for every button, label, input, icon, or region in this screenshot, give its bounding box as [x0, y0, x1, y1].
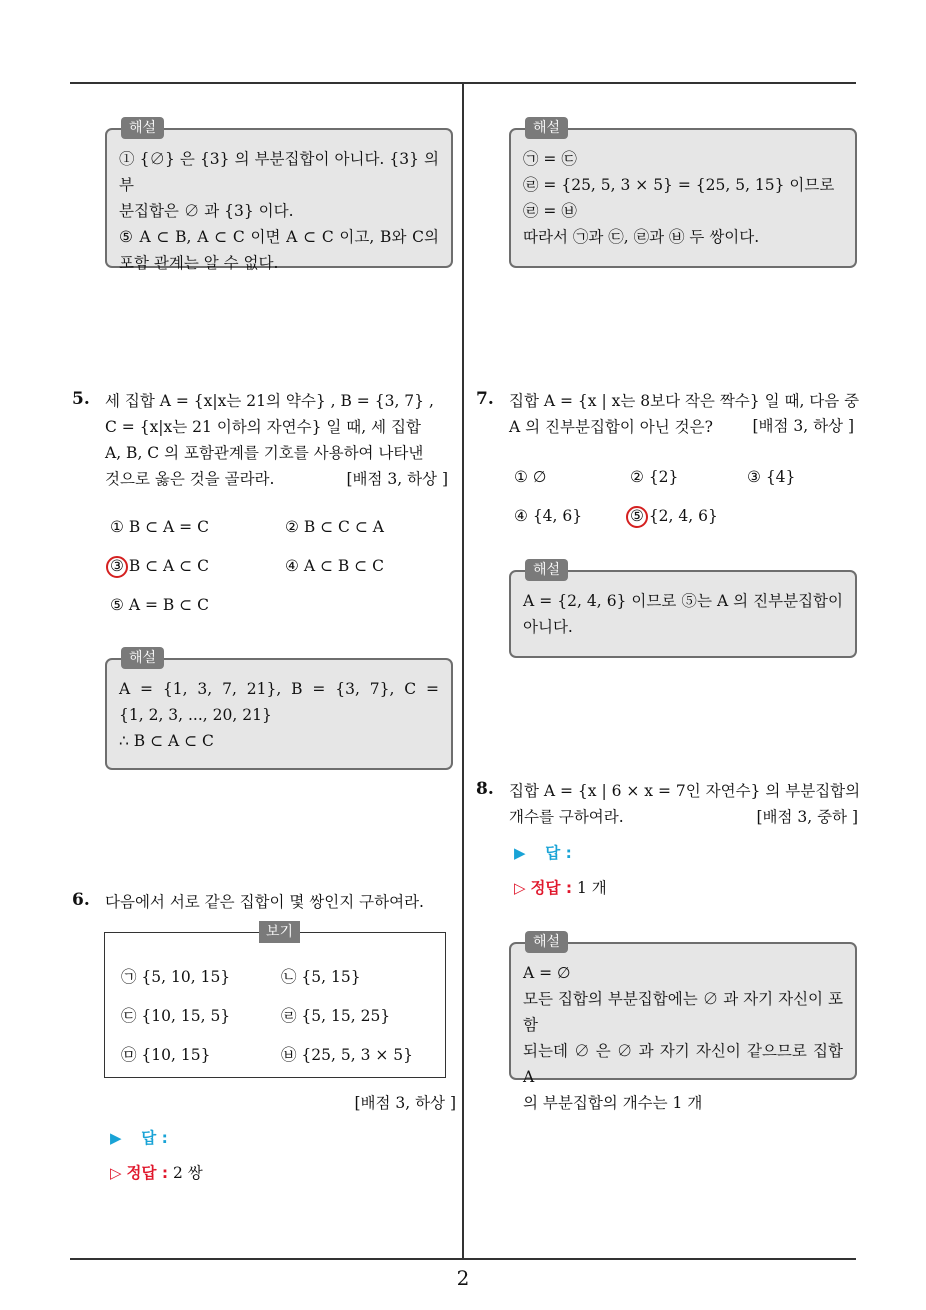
question-line: 집합 A = {x | x는 8보다 작은 짝수} 일 때, 다음 중: [509, 392, 860, 410]
solution-line: ⑤ A ⊂ B, A ⊂ C 이면 A ⊂ C 이고, B와 C의: [119, 228, 439, 246]
answer-row: [110, 1126, 168, 1148]
question-line: 개수를 구하여라.: [509, 808, 624, 826]
score-label: [배점 3, 하상 ]: [354, 1094, 456, 1112]
solution-line: ㉣ = ㉥: [523, 202, 577, 220]
outline-triangle-icon: ▷: [110, 1164, 122, 1182]
play-triangle-icon: ▶: [514, 844, 526, 862]
question-number: 7.: [476, 389, 494, 409]
solution-tag: 해설: [525, 931, 568, 953]
correct-answer-label: 정답 :: [126, 1164, 169, 1182]
solution-line: A = ∅: [523, 964, 571, 982]
answer-row: [514, 841, 572, 863]
solution-line: ① {∅} 은 {3} 의 부분집합이 아니다. {3} 의 부: [119, 150, 439, 194]
correct-answer-label: 정답 :: [530, 879, 573, 897]
solution-line: 의 부분집합의 개수는 1 개: [523, 1094, 703, 1112]
score-label: [배점 3, 하상 ]: [346, 470, 448, 488]
choice-1[interactable]: ① ∅: [514, 468, 547, 486]
question-line: 세 집합 A = {x|x는 21의 약수} , B = {3, 7} ,: [105, 392, 434, 410]
example-tag: 보기: [259, 921, 300, 943]
example-item: ㉣ {5, 15, 25}: [281, 1007, 391, 1025]
choice-4[interactable]: ④ {4, 6}: [514, 507, 583, 525]
solution-line: ㉠ = ㉢: [523, 150, 577, 168]
solution-line: 분집합은 ∅ 과 {3} 이다.: [119, 202, 294, 220]
score-label: [배점 3, 하상 ]: [752, 417, 854, 435]
solution-box-q7: [509, 562, 857, 658]
question-line: A, B, C 의 포함관계를 기호를 사용하여 나타낸: [105, 444, 424, 462]
solution-line: A = {2, 4, 6} 이므로 ⑤는 A 의 진부분집합이: [523, 592, 843, 610]
answer-label: 답 :: [141, 1129, 168, 1147]
choice-3[interactable]: ③ {4}: [747, 468, 796, 486]
column-divider: [462, 84, 464, 1260]
example-item: ㉥ {25, 5, 3 × 5}: [281, 1046, 414, 1064]
solution-tag: 해설: [525, 117, 568, 139]
example-item: ㉤ {10, 15}: [121, 1046, 211, 1064]
solution-tag: 해설: [121, 117, 164, 139]
solution-box-q6: [509, 120, 857, 268]
correct-answer-row: [514, 876, 607, 898]
solution-line: 되는데 ∅ 은 ∅ 과 자기 자신이 같으므로 집합 A: [523, 1042, 843, 1086]
choice-5[interactable]: ⑤ {2, 4, 6}: [630, 507, 718, 525]
solution-tag: 해설: [121, 647, 164, 669]
solution-line: 따라서 ㉠과 ㉢, ㉣과 ㉥ 두 쌍이다.: [523, 228, 760, 246]
question-number: 5.: [72, 389, 90, 409]
example-item: ㉢ {10, 15, 5}: [121, 1007, 231, 1025]
solution-line: 모든 집합의 부분집합에는 ∅ 과 자기 자신이 포함: [523, 990, 843, 1034]
question-line: 것으로 옳은 것을 골라라.: [105, 470, 275, 488]
solution-line: ∴ B ⊂ A ⊂ C: [119, 732, 214, 750]
choice-5[interactable]: ⑤ A = B ⊂ C: [110, 596, 209, 614]
choice-1[interactable]: ① B ⊂ A = C: [110, 518, 209, 536]
correct-answer-value: 1 개: [576, 879, 607, 897]
choice-2[interactable]: ② {2}: [630, 468, 679, 486]
choice-2[interactable]: ② B ⊂ C ⊂ A: [285, 518, 384, 536]
outline-triangle-icon: ▷: [514, 879, 526, 897]
bottom-rule: [70, 1258, 856, 1260]
question-6-text: [105, 889, 424, 915]
solution-line: 아니다.: [523, 618, 573, 636]
solution-box-q5: [105, 650, 453, 770]
solution-line: ㉣ = {25, 5, 3 × 5} = {25, 5, 15} 이므로: [523, 176, 835, 194]
solution-box-q8: [509, 934, 857, 1112]
question-number: 6.: [72, 890, 90, 910]
solution-tag: 해설: [525, 559, 568, 581]
solution-line: 포함 관계는 알 수 없다.: [119, 254, 279, 272]
solution-line: A = {1, 3, 7, 21}, B = {3, 7}, C =: [119, 680, 439, 698]
page-number: 2: [456, 1266, 470, 1290]
question-line: C = {x|x는 21 이하의 자연수} 일 때, 세 집합: [105, 418, 421, 436]
question-line: A 의 진부분집합이 아닌 것은?: [509, 418, 713, 436]
answer-label: 답 :: [545, 844, 572, 862]
solution-line: {1, 2, 3, ..., 20, 21}: [119, 706, 272, 724]
question-line: 집합 A = {x | 6 × x = 7인 자연수} 의 부분집합의: [509, 782, 861, 800]
correct-answer-value: 2 쌍: [172, 1164, 203, 1182]
solution-box-q4: [105, 120, 453, 272]
play-triangle-icon: ▶: [110, 1129, 122, 1147]
example-item: ㉡ {5, 15}: [281, 968, 361, 986]
choice-3[interactable]: ③ B ⊂ A ⊂ C: [110, 557, 209, 575]
example-item: ㉠ {5, 10, 15}: [121, 968, 231, 986]
example-box: [104, 924, 446, 1078]
question-line: 다음에서 서로 같은 집합이 몇 쌍인지 구하여라.: [105, 893, 424, 911]
score-label: [배점 3, 중하 ]: [756, 808, 858, 826]
question-number: 8.: [476, 779, 494, 799]
correct-answer-row: [110, 1161, 203, 1183]
choice-4[interactable]: ④ A ⊂ B ⊂ C: [285, 557, 384, 575]
